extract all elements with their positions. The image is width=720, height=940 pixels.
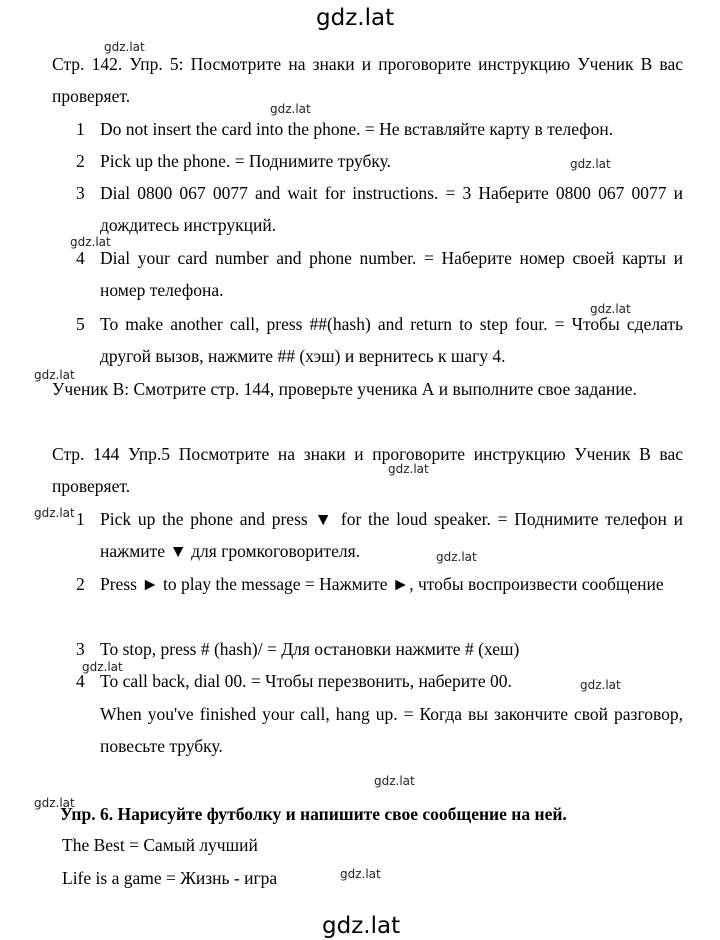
watermark-small: gdz.lat [388, 462, 429, 476]
item-text: Press ► to play the message = Нажмите ►, чтобы воспроизвести сообщение [100, 574, 664, 594]
item-text: To call back, dial 00. = Чтобы перезвонить, наберите 00. [100, 671, 512, 691]
item-text: Dial 0800 067 0077 and wait for instructions. = 3 Наберите 0800 067 0077 и дождитесь инструкций. [100, 183, 683, 235]
tshirt-line: Life is a game = Жизнь - игра [62, 868, 278, 888]
tshirt-line: The Best = Самый лучший [62, 835, 258, 855]
item-number: 5 [76, 314, 85, 334]
list-item [76, 308, 683, 372]
watermark-small: gdz.lat [104, 40, 145, 54]
watermark-small: gdz.lat [570, 157, 611, 171]
watermark-small: gdz.lat [580, 678, 621, 692]
watermark-small: gdz.lat [340, 867, 381, 881]
list-item [76, 242, 683, 306]
item-number: 2 [76, 151, 85, 171]
item-number: 3 [76, 639, 85, 659]
item-number: 1 [76, 509, 85, 529]
watermark-small: gdz.lat [82, 660, 123, 674]
list-item [76, 113, 683, 145]
section2-heading: Стр. 144 Упр.5 Посмотрите на знаки и проговорите инструкцию Ученик В вас проверяет. [52, 444, 683, 496]
item-text: Pick up the phone and press ▼ for the loud speaker. = Поднимите телефон и нажмите ▼ для громкоговорителя. [100, 509, 683, 561]
watermark-small: gdz.lat [436, 550, 477, 564]
item-number: 4 [76, 248, 85, 268]
list-item [76, 145, 683, 177]
student-b-note: Ученик В: Смотрите стр. 144, проверьте ученика А и выполните свое задание. [52, 379, 637, 399]
watermark-small: gdz.lat [374, 774, 415, 788]
item-text: Do not insert the card into the phone. = Не вставляйте карту в телефон. [100, 119, 614, 139]
list-item [76, 177, 683, 241]
item-number: 3 [76, 183, 85, 203]
section1-heading: Стр. 142. Упр. 5: Посмотрите на знаки и проговорите инструкцию Ученик В вас проверяет. [52, 54, 683, 106]
watermark-small: gdz.lat [270, 102, 311, 116]
list-item [76, 633, 683, 665]
item-text: Dial your card number and phone number. = Наберите номер своей карты и номер телефона. [100, 248, 683, 300]
section3-heading: Упр. 6. Нарисуйте футболку и напишите свое сообщение на ней. [60, 804, 567, 824]
item-text: Pick up the phone. = Поднимите трубку. [100, 151, 392, 171]
watermark-small: gdz.lat [590, 302, 631, 316]
list-item [76, 503, 683, 567]
item-text: To stop, press # (hash)/ = Для остановки нажмите # (хеш) [100, 639, 520, 659]
list-item [76, 665, 683, 697]
watermark-small: gdz.lat [70, 235, 111, 249]
watermark-small: gdz.lat [34, 796, 75, 810]
item-number: 4 [76, 671, 85, 691]
list-item [76, 568, 683, 600]
item-text: To make another call, press ##(hash) and return to step four. = Чтобы сделать другой вызов, нажмите ## (хэш) и вернитесь к шагу 4. [100, 314, 683, 366]
finish-text: When you've finished your call, hang up. = Когда вы закончите свой разговор, повесьте трубку. [100, 704, 683, 756]
item-number: 1 [76, 119, 85, 139]
watermark-small: gdz.lat [34, 506, 75, 520]
watermark-top: gdz.lat [316, 5, 395, 31]
watermark-small: gdz.lat [34, 368, 75, 382]
list-item [76, 698, 683, 762]
item-number: 2 [76, 574, 85, 594]
watermark-bottom: gdz.lat [322, 913, 401, 939]
